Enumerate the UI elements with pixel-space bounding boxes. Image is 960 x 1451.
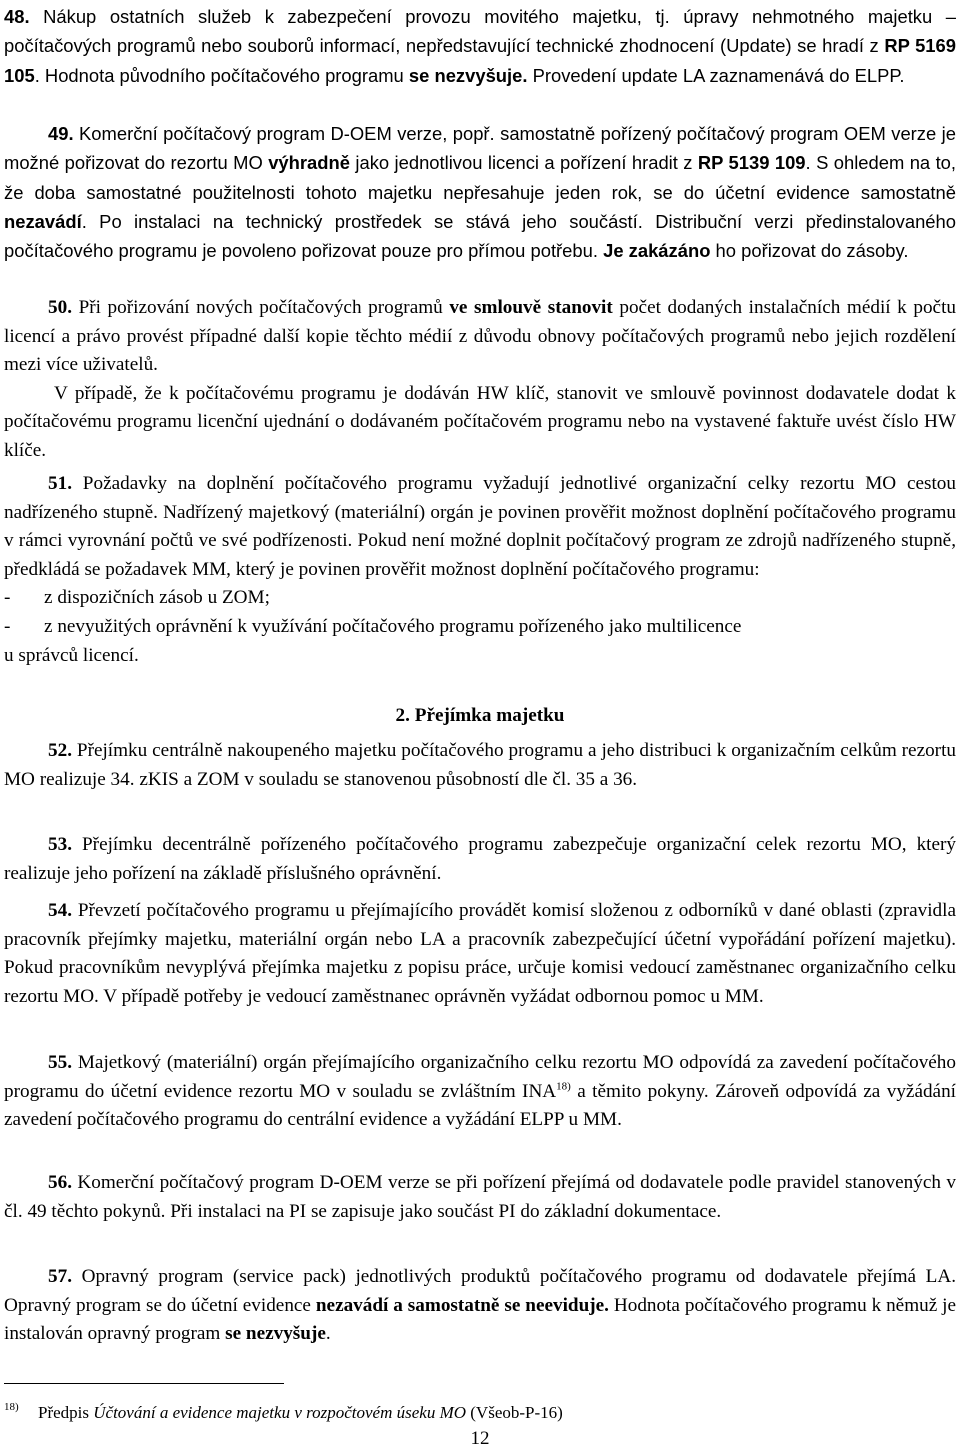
paragraph-number: 57. [48,1266,72,1287]
emphasis: Je zakázáno [603,240,711,262]
paragraph-number: 49. [48,123,74,144]
paragraph-text: . Po instalaci na technický prostředek se stává jeho součástí. Distribuční verzi předinstalovaného počítačového programu je povoleno pořizovat pouze pro přímou potřebu. [4,210,956,262]
paragraph-56 [4,1169,956,1226]
emphasis: se nezvyšuje [225,1323,326,1345]
paragraph-text: . Hodnota původního počítačového programu [34,64,409,86]
paragraph-text: ho pořizovat do zásoby. [710,240,909,262]
paragraph-text: . S ohledem na to, že doba samostatné použitelnosti tohoto majetku nepřesahuje jeden rok, se do účetní evidence samostatně [4,152,957,203]
paragraph-text: Nákup ostatních služeb k zabezpečení provozu movitého majetku, tj. úpravy nehmotného majetku – počítačových programů nebo souborů informací, nepředstavující technické zhodnocení (Update) se hradí z [4,6,956,57]
list-item: - z dispozičních zásob u ZOM; [4,587,270,609]
paragraph-text: Komerční počítačový program D-OEM verze, popř. samostatně pořízený počítačový program OEM verze je možné pořizovat do rezortu MO [4,123,956,174]
paragraph-text: Hodnota počítačového programu k němuž je instalován opravný program [4,1294,956,1345]
emphasis: nezavádí a samostatně se neeviduje. [315,1294,609,1316]
paragraph-50-hw-key: V případě, že k počítačovému programu je dodáván HW klíč, stanovit ve smlouvě povinnost dodavatele dodat k počítačovému programu licenční ujednání o dodávaném počítačovém programu nebo na vystavené faktuře uvést číslo HW klíče. [4,382,956,461]
paragraph-text: Majetkový (materiální) orgán přejímajícího organizačního celku rezortu MO odpovídá za zavedení počítačového programu do účetní evidence rezortu MO v souladu se zvláštním INA [4,1052,956,1102]
paragraph-54 [4,897,956,1011]
budget-item: RP 5169 105 [4,35,956,86]
paragraph-number: 55. [48,1052,72,1073]
paragraph-text: Komerční počítačový program D-OEM verze se při pořízení přejímá od dodavatele podle pravidel stanovených v čl. 49 těchto pokynů. Při instalaci na PI se zapisuje jako součást PI do základní dokumentace. [4,1172,956,1222]
paragraph-57 [4,1263,956,1349]
paragraph-text: Opravný program (service pack) jednotlivých produktů počítačového programu od dodavatele přejímá LA. Opravný program se do účetní evidence [4,1266,956,1316]
paragraph-text: jako jednotlivou licenci a pořízení hradit z [349,152,698,174]
emphasis: výhradně [268,152,350,174]
paragraph-51 [4,470,956,670]
paragraph-text: Přejímku decentrálně pořízeného počítačového programu zabezpečuje organizační celek rezortu MO, který realizuje jeho pořízení na základě příslušného oprávnění. [4,834,956,884]
list-item-continuation: u správců licencí. [4,644,139,666]
paragraph-number: 51. [48,473,72,494]
paragraph-text: . [325,1323,331,1345]
footnote-reference: 18) [556,1080,571,1093]
paragraph-number: 50. [48,297,72,318]
footnote-title: Účtování a evidence majetku v rozpočtovém úseku MO [93,1403,467,1422]
paragraph-50 [4,294,956,466]
paragraph-text: Přejímku centrálně nakoupeného majetku počítačového programu a jeho distribuci k organizačním celkům rezortu MO realizuje 34. zKIS a ZOM v souladu se stanovenou působností dle čl. 35 a 36. [4,740,956,790]
page-number: 12 [470,1428,490,1449]
paragraph-48 [4,2,956,90]
footnote-separator [4,1383,284,1384]
paragraph-number: 52. [48,740,72,761]
footnote-number: 18) [4,1401,19,1413]
emphasis: nezavádí [4,210,82,232]
paragraph-number: 56. [48,1172,72,1193]
section-heading: 2. Přejímka majetku [395,705,565,726]
paragraph-number: 54. [48,900,72,921]
emphasis: se nezvyšuje. [408,64,528,86]
budget-item: RP 5139 109 [697,152,806,174]
paragraph-55 [4,1049,956,1135]
paragraph-text: Při pořizování nových počítačových programů [71,297,450,318]
list-item: - z nevyužitých oprávnění k využívání počítačového programu pořízeného jako multilicence [4,615,742,637]
paragraph-53 [4,831,956,888]
paragraph-text: počet dodaných instalačních médií k počtu licencí a právo provést případné další kopie těchto médií z důvodu obnovy počítačových programů nebo jejich rozdělení mezi více uživatelů. [4,297,956,376]
paragraph-text: Provedení update LA zaznamenává do ELPP. [527,64,905,86]
paragraph-52 [4,737,956,794]
paragraph-49 [4,119,956,265]
emphasis: ve smlouvě stanovit [449,297,613,318]
paragraph-text: Požadavky na doplnění počítačového programu vyžadují jednotlivé organizační celky rezortu MO cestou nadřízeného stupně. Nadřízený majetkový (materiální) orgán je povinen prověřit možnost doplnění počítačového programu v rámci vyrovnání počtů ve své podřízenosti. Pokud není možné doplnit počítačový program ze zdrojů nadřízeného stupně, předkládá se požadavek MM, který je povinen prověřit možnost doplnění počítačového programu: [4,473,956,580]
paragraph-text: a těmito pokyny. Zároveň odpovídá za vyžádání zavedení počítačového programu do centrální evidence a vyžádání ELPP u MM. [4,1080,956,1131]
paragraph-number: 53. [48,834,72,855]
paragraph-number: 48. [4,6,30,27]
paragraph-text: Převzetí počítačového programu u přejímajícího provádět komisí složenou z odborníků v dané oblasti (zpravidla pracovník přejímky majetku, materiální orgán nebo LA a pracovník zabezpečující účetní vypořádání pořízení majetku). Pokud pracovníkům nevyplývá přejímka majetku z popisu práce, určuje komisi vedoucí zaměstnanec organizačního celku rezortu MO. V případě potřeby je vedoucí zaměstnanec oprávněn vyžádat odbornou pomoc u MM. [4,900,956,1007]
